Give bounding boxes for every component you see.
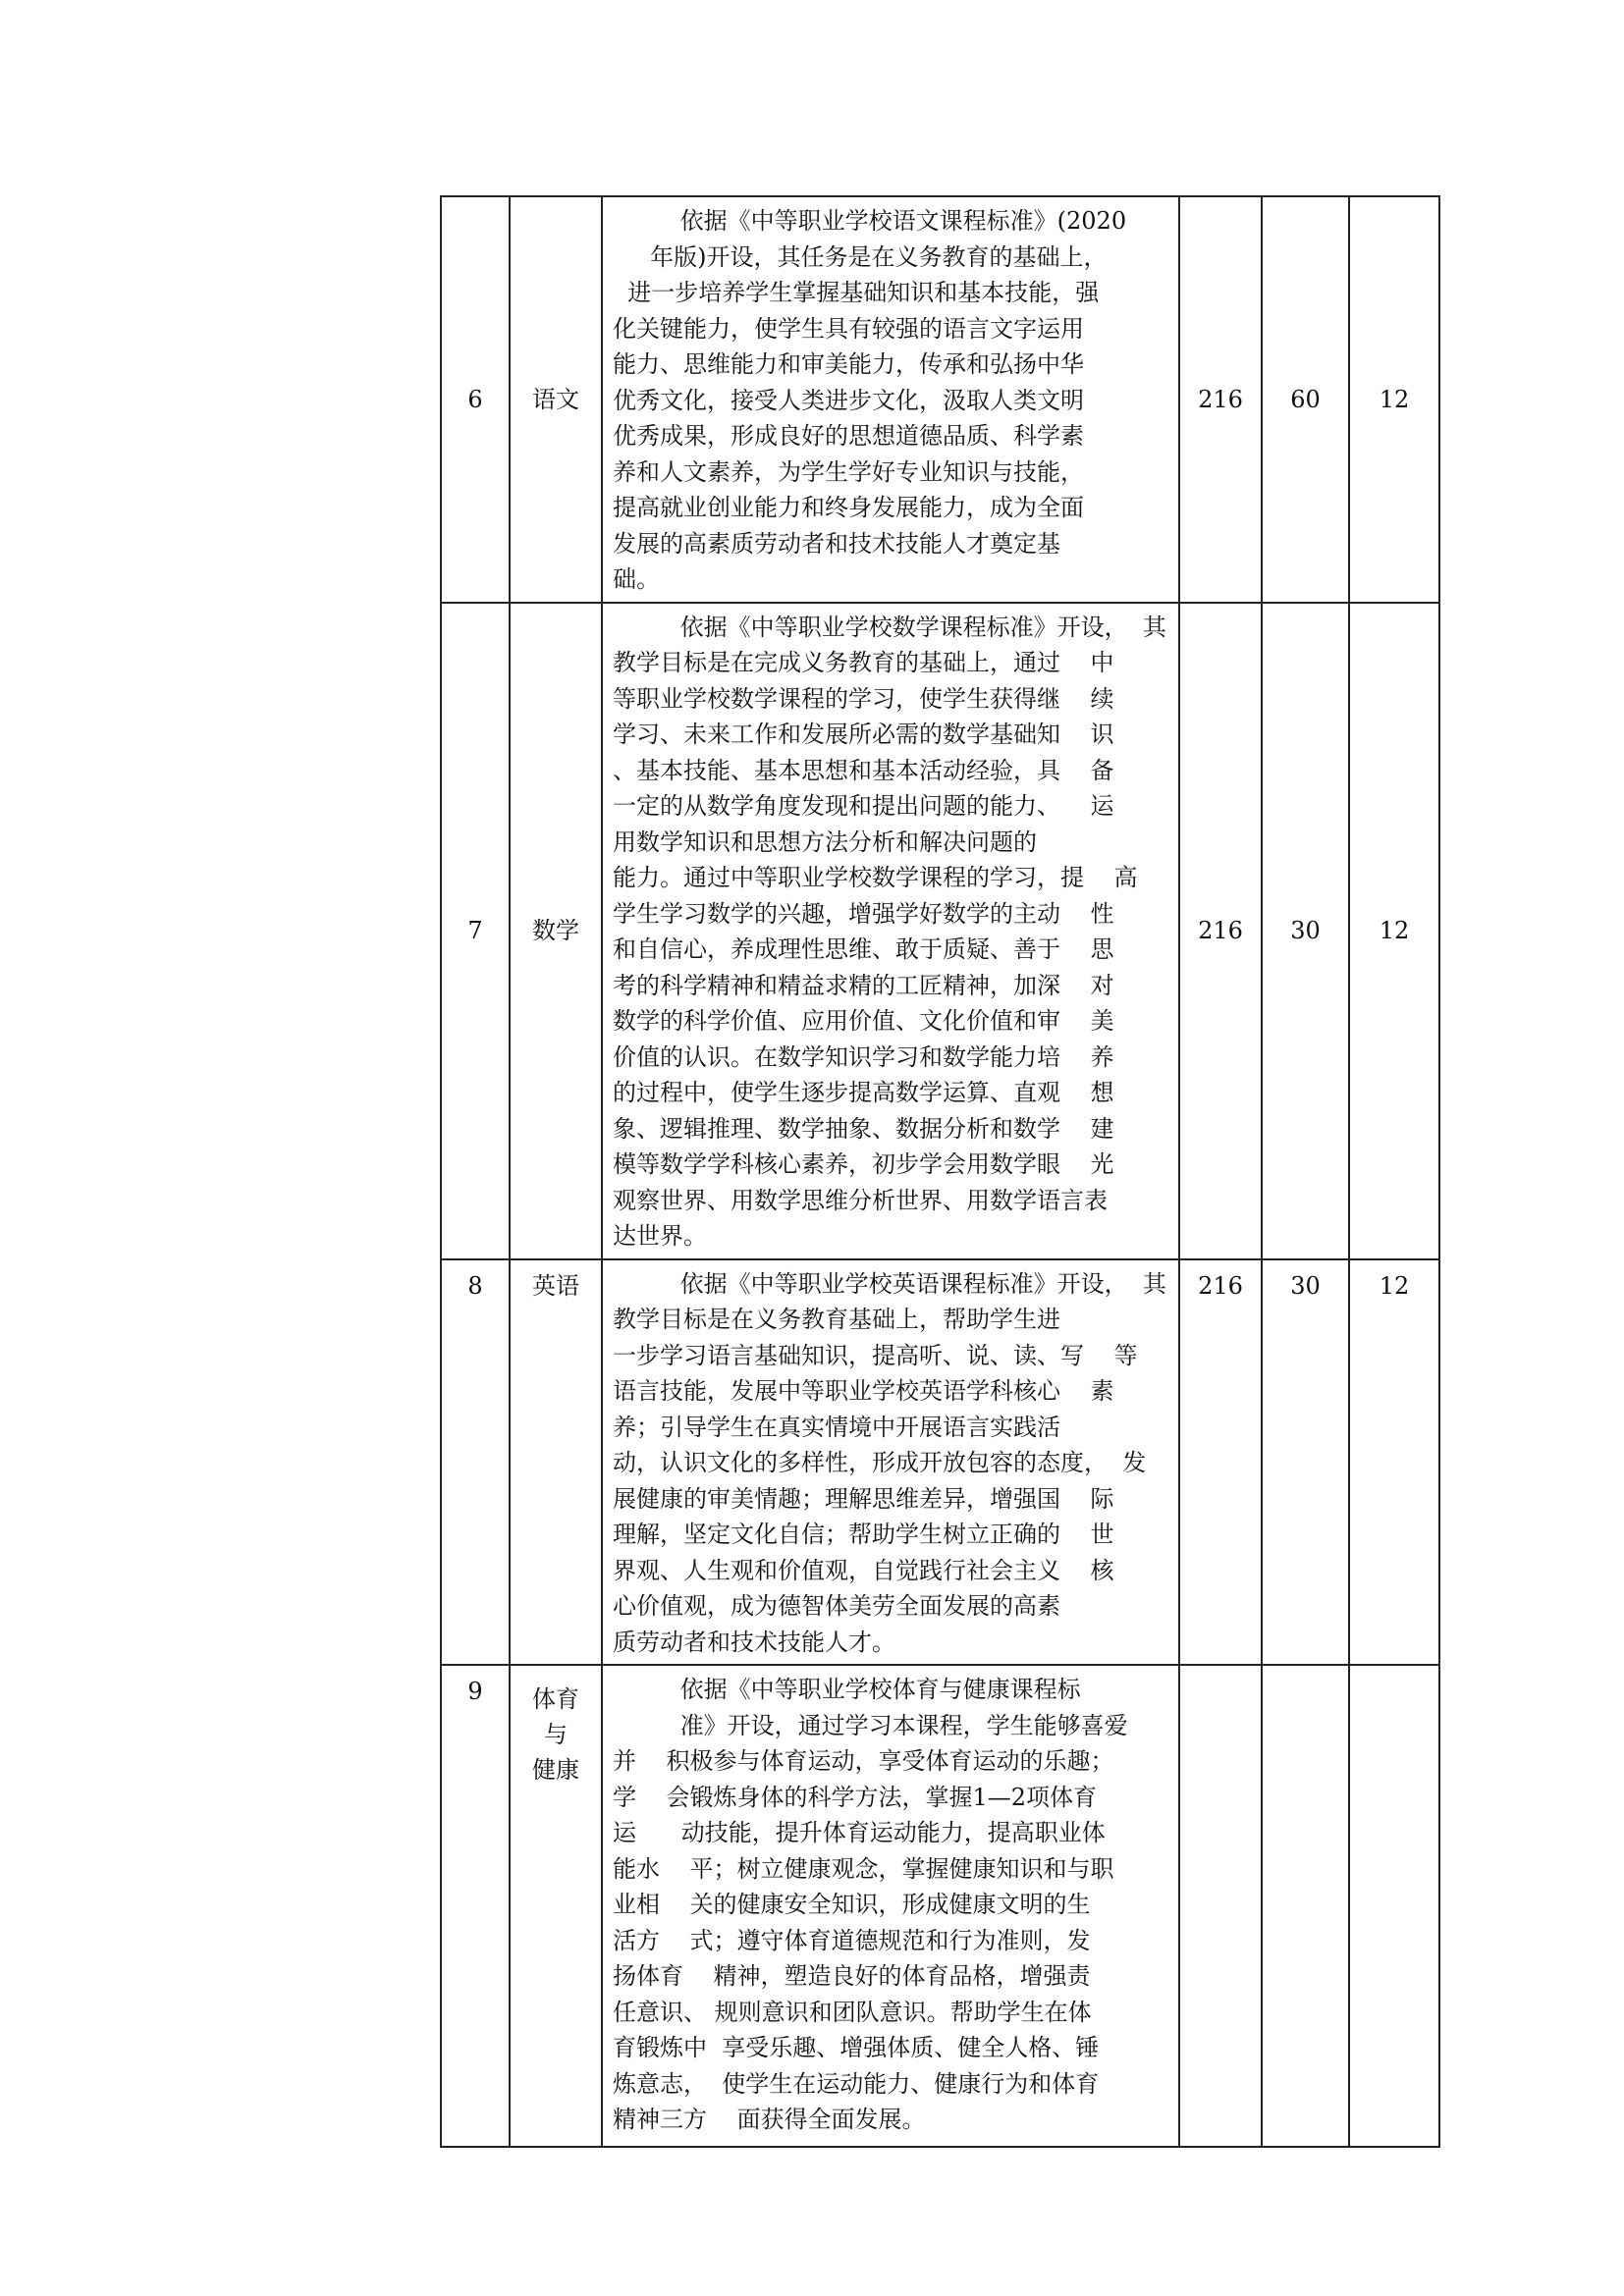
table-row	[441, 1665, 1439, 2147]
subject-name: 语文	[510, 196, 602, 603]
subject-name: 数学	[510, 603, 602, 1259]
subject-line: 与	[544, 1721, 568, 1748]
hours-column-6: 12	[1349, 196, 1439, 603]
subject-name: 英语	[510, 1259, 602, 1666]
course-description: 依据《中等职业学校体育与健康课程标 准》开设，通过学习本课程，学生能够喜爱 并 积极参与体育运动，享受体育运动的乐趣； 学 会锻炼身体的科学方法，掌握1—2项体育 运 动技能，提升体育运动能力，提高职业体 能水 平；树立健康观念，掌握健康知识和与职 业相 关的健康安全知识，形成健康文明的生 活方 式；遵守体育道德规范和行为准则，发 扬体育 精神，塑造良好的体育品格，增强责 任意识、 规则意识和团队意识。帮助学生在体 育锻炼中 享受乐趣、增强体质、健全人格、锤 炼意志， 使学生在运动能力、健康行为和体育 精神三方 面获得全面发展。	[602, 1665, 1179, 2147]
hours-column-6: 12	[1349, 1259, 1439, 1666]
total-hours: 216	[1179, 196, 1262, 603]
subject-name	[510, 1665, 602, 2147]
subject-line: 健康	[532, 1756, 579, 1784]
course-description: 依据《中等职业学校数学课程标准》开设， 其 教学目标是在完成义务教育的基础上，通过 中 等职业学校数学课程的学习，使学生获得继 续 学习、未来工作和发展所必需的数学基础知 识 、基本技能、基本思想和基本活动经验，具 备 一定的从数学角度发现和提出问题的能力、 运 用数学知识和思想方法分析和解决问题的 能力。通过中等职业学校数学课程的学习，提 高 学生学习数学的兴趣，增强学好数学的主动 性 和自信心，养成理性思维、敢于质疑、善于 思 考的科学精神和精益求精的工匠精神，加深 对 数学的科学价值、应用价值、文化价值和审 美 价值的认识。在数学知识学习和数学能力培 养 的过程中，使学生逐步提高数学运算、直观 想 象、逻辑推理、数学抽象、数据分析和数学 建 模等数学学科核心素养，初步学会用数学眼 光 观察世界、用数学思维分析世界、用数学语言表 达世界。	[602, 603, 1179, 1259]
row-number: 9	[441, 1665, 510, 2147]
hours-column-5	[1262, 1665, 1349, 2147]
total-hours: 216	[1179, 603, 1262, 1259]
hours-column-5: 60	[1262, 196, 1349, 603]
course-description: 依据《中等职业学校英语课程标准》开设， 其 教学目标是在义务教育基础上，帮助学生进 一步学习语言基础知识，提高听、说、读、写 等 语言技能，发展中等职业学校英语学科核心 素 养；引导学生在真实情境中开展语言实践活 动，认识文化的多样性，形成开放包容的态度， 发 展健康的审美情趣；理解思维差异，增强国 际 理解，坚定文化自信；帮助学生树立正确的 世 界观、人生观和价值观，自觉践行社会主义 核 心价值观，成为德智体美劳全面发展的高素 质劳动者和技术技能人才。	[602, 1259, 1179, 1666]
total-hours	[1179, 1665, 1262, 2147]
hours-column-5: 30	[1262, 603, 1349, 1259]
subject-line: 体育	[532, 1685, 579, 1713]
course-table	[440, 195, 1440, 2148]
row-number: 8	[441, 1259, 510, 1666]
hours-column-6: 12	[1349, 603, 1439, 1259]
table-row	[441, 196, 1439, 603]
hours-column-5: 30	[1262, 1259, 1349, 1666]
total-hours: 216	[1179, 1259, 1262, 1666]
row-number: 6	[441, 196, 510, 603]
hours-column-6	[1349, 1665, 1439, 2147]
course-description: 依据《中等职业学校语文课程标准》(2020 年版)开设，其任务是在义务教育的基础上， 进一步培养学生掌握基础知识和基本技能，强 化关键能力，使学生具有较强的语言文字运用 能力、思维能力和审美能力，传承和弘扬中华 优秀文化，接受人类进步文化，汲取人类文明 优秀成果，形成良好的思想道德品质、科学素 养和人文素养，为学生学好专业知识与技能， 提高就业创业能力和终身发展能力，成为全面 发展的高素质劳动者和技术技能人才奠定基 础。	[602, 196, 1179, 603]
row-number: 7	[441, 603, 510, 1259]
table-row	[441, 1259, 1439, 1666]
table-row	[441, 603, 1439, 1259]
